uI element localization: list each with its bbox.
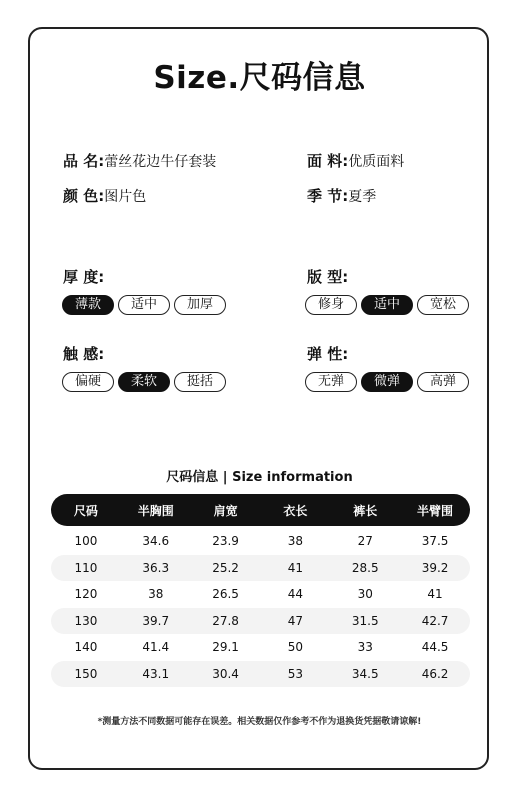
table-row (51, 528, 470, 554)
table-cell: 41.4 (142, 640, 170, 655)
size-table-header (51, 494, 470, 526)
table-row (51, 555, 470, 581)
table-cell: 30.4 (212, 666, 239, 681)
elasticity-option: 微弹 (361, 372, 413, 392)
info-name-label: 品 名: (63, 152, 105, 170)
elasticity-options (305, 372, 469, 392)
fit-options (305, 295, 469, 315)
feel-option: 柔软 (118, 372, 170, 392)
table-cell: 46.2 (421, 666, 449, 681)
info-color-label: 颜 色: (63, 187, 105, 205)
table-cell: 26.5 (212, 587, 239, 602)
table-cell: 44.5 (421, 640, 449, 655)
size-table-body (51, 528, 470, 688)
info-season-value: 夏季 (348, 189, 377, 205)
page-title: Size.尺码信息 (153, 60, 366, 96)
info-fabric-label: 面 料: (307, 152, 349, 170)
elasticity-option: 无弹 (305, 372, 357, 392)
feel-label: 触 感: (63, 345, 105, 363)
table-cell: 43.1 (142, 666, 170, 681)
table-cell: 42.7 (421, 613, 449, 628)
header-half-chest: 半胸围 (137, 503, 174, 518)
fit-option: 修身 (305, 295, 357, 315)
header-half-arm: 半臂围 (417, 503, 454, 518)
table-cell: 38 (287, 534, 304, 548)
table-cell: 36.3 (142, 560, 170, 575)
header-top-length: 衣长 (283, 503, 308, 518)
fit-label: 版 型: (307, 268, 349, 286)
table-cell: 41 (427, 587, 443, 602)
table-cell: 31.5 (351, 613, 379, 628)
table-row (51, 661, 470, 687)
table-cell: 53 (287, 666, 304, 681)
info-season (307, 185, 376, 206)
table-cell: 33 (357, 640, 373, 655)
table-cell: 25.2 (212, 560, 239, 575)
elasticity-label: 弹 性: (307, 345, 349, 363)
table-cell: 30 (357, 587, 373, 602)
table-cell: 100 (74, 534, 98, 548)
table-cell: 47 (287, 613, 304, 628)
table-cell: 38 (148, 587, 164, 602)
table-cell: 110 (74, 560, 98, 575)
table-cell: 41 (287, 560, 304, 575)
thickness-options (62, 295, 226, 315)
table-cell: 23.9 (212, 534, 239, 548)
table-cell: 37.5 (421, 534, 449, 548)
thickness-label: 厚 度: (63, 268, 105, 286)
table-cell: 27.8 (212, 613, 239, 628)
info-name (63, 150, 216, 171)
table-row (51, 581, 470, 607)
thickness-option: 薄款 (62, 295, 114, 315)
info-fabric (307, 150, 404, 171)
size-table-title: 尺码信息 | Size information (166, 470, 353, 485)
header-size: 尺码 (73, 503, 98, 518)
table-cell: 150 (74, 666, 98, 681)
table-cell: 39.2 (421, 560, 449, 575)
info-color-value: 图片色 (104, 189, 147, 205)
table-cell: 34.5 (351, 666, 379, 681)
feel-option: 偏硬 (62, 372, 114, 392)
info-season-label: 季 节: (307, 187, 349, 205)
feel-option: 挺括 (174, 372, 226, 392)
table-cell: 120 (74, 587, 98, 602)
table-cell: 34.6 (142, 534, 170, 548)
table-cell: 28.5 (351, 560, 379, 575)
info-color (63, 185, 146, 206)
table-cell: 44 (287, 587, 304, 602)
table-cell: 50 (287, 640, 304, 655)
fit-option: 适中 (361, 295, 413, 315)
table-row (51, 608, 470, 634)
table-row (51, 634, 470, 660)
table-cell: 140 (74, 640, 98, 655)
info-name-value: 蕾丝花边牛仔套装 (104, 154, 217, 170)
thickness-option: 加厚 (174, 295, 226, 315)
fit-option: 宽松 (417, 295, 469, 315)
disclaimer-note: *测量方法不同数据可能存在误差。相关数据仅作参考不作为退换货凭据敬请谅解! (97, 717, 422, 727)
elasticity-option: 高弹 (417, 372, 469, 392)
thickness-option: 适中 (118, 295, 170, 315)
header-pants-length: 裤长 (353, 503, 378, 518)
info-fabric-value: 优质面料 (348, 154, 405, 170)
header-shoulder: 肩宽 (213, 503, 238, 518)
table-cell: 27 (357, 534, 373, 548)
feel-options (62, 372, 226, 392)
table-cell: 29.1 (212, 640, 239, 655)
table-cell: 39.7 (142, 613, 170, 628)
table-cell: 130 (74, 613, 98, 628)
